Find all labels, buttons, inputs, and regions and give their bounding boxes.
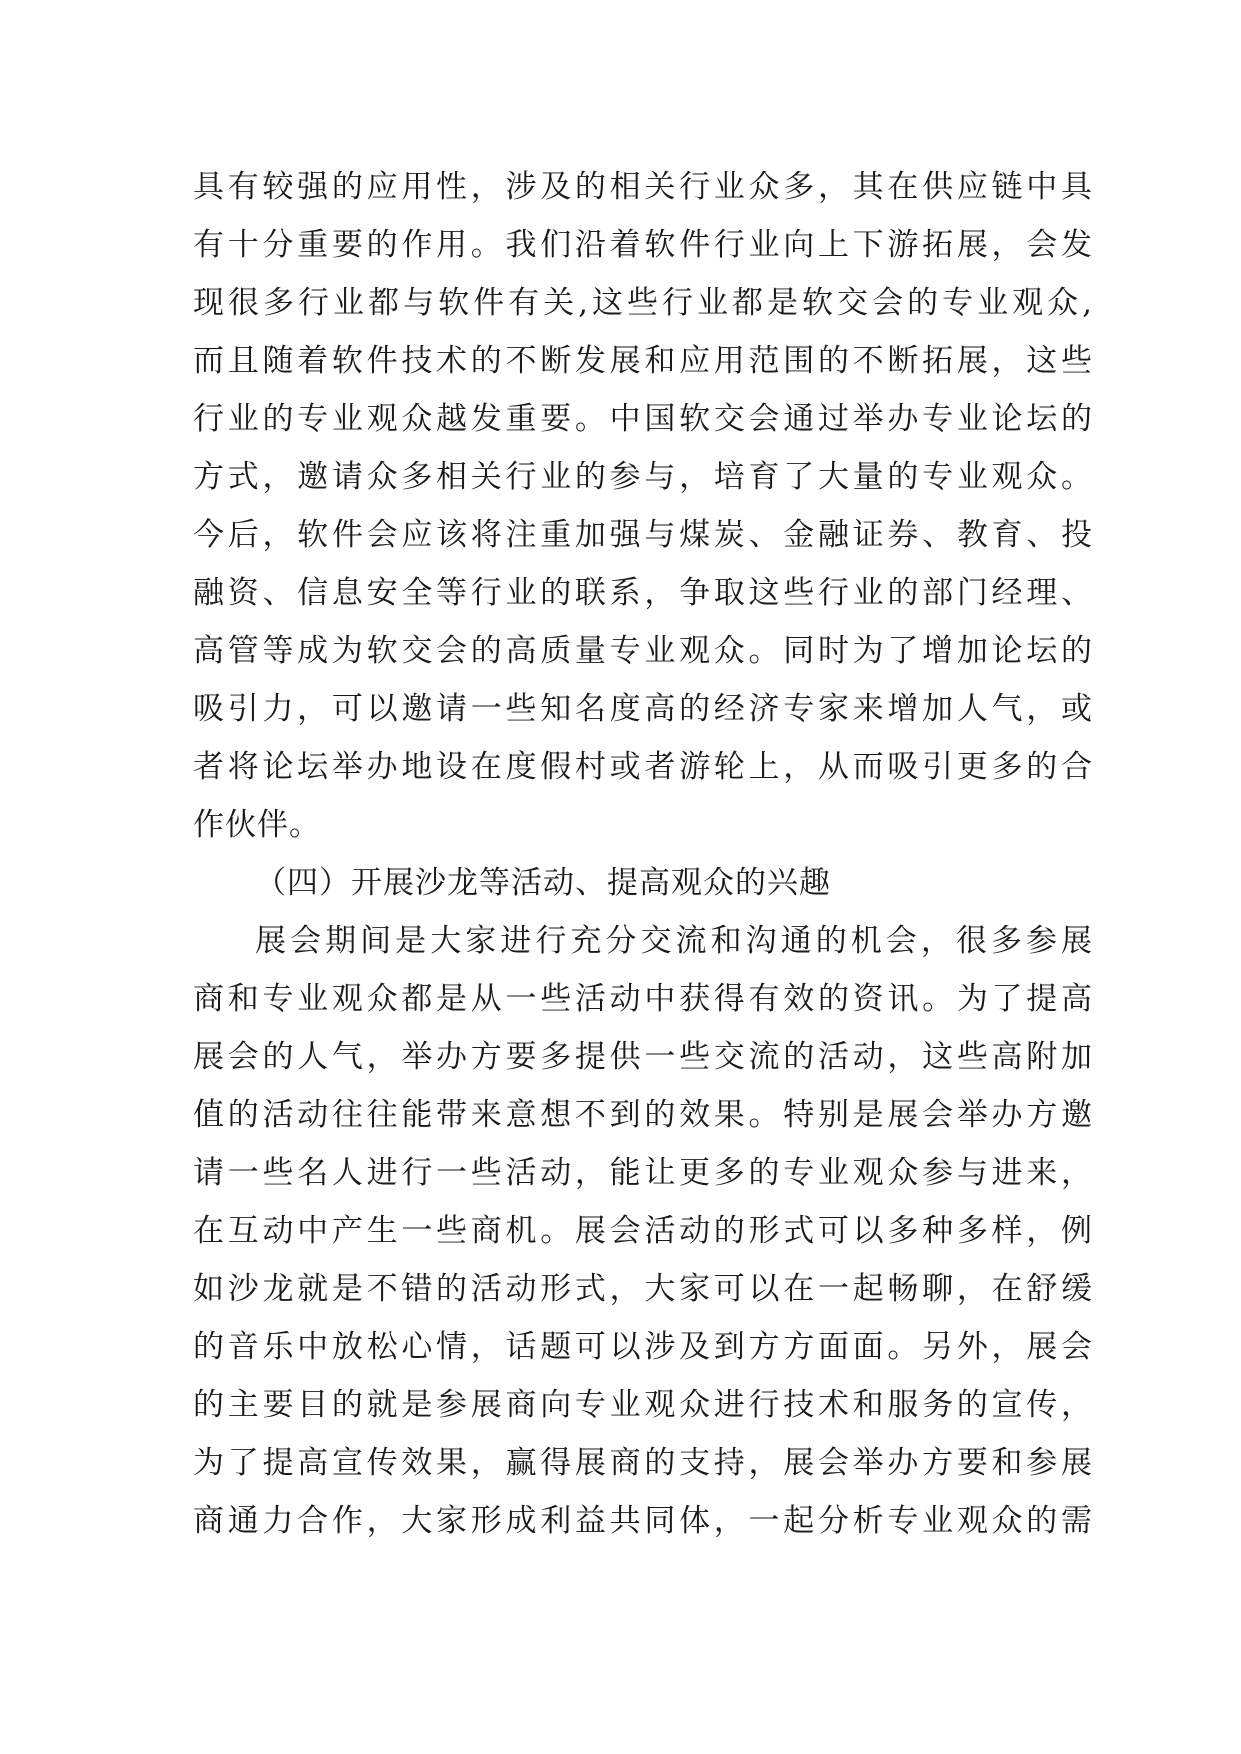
text-line: 方式，邀请众多相关行业的参与，培育了大量的专业观众。 xyxy=(193,459,1093,495)
text-line: 请一些名人进行一些活动，能让更多的专业观众参与进来， xyxy=(193,1155,1093,1191)
body-text xyxy=(193,158,1093,1550)
section-heading: （四）开展沙龙等活动、提高观众的兴趣 xyxy=(255,865,831,901)
paragraph-first-line: 展会期间是大家进行充分交流和沟通的机会，很多参展 xyxy=(255,923,1093,959)
text-line: 为了提高宣传效果，赢得展商的支持，展会举办方要和参展 xyxy=(193,1445,1093,1481)
text-line: 作伙伴。 xyxy=(193,807,321,843)
text-line: 商通力合作，大家形成利益共同体，一起分析专业观众的需 xyxy=(193,1503,1093,1539)
text-line: 展会的人气，举办方要多提供一些交流的活动，这些高附加 xyxy=(193,1039,1093,1075)
text-line: 值的活动往往能带来意想不到的效果。特别是展会举办方邀 xyxy=(193,1097,1093,1133)
text-line: 具有较强的应用性，涉及的相关行业众多，其在供应链中具 xyxy=(193,169,1093,205)
text-line: 吸引力，可以邀请一些知名度高的经济专家来增加人气，或 xyxy=(193,691,1093,727)
text-line: 今后，软件会应该将注重加强与煤炭、金融证券、教育、投 xyxy=(193,517,1093,553)
text-line: 而且随着软件技术的不断发展和应用范围的不断拓展，这些 xyxy=(193,343,1093,379)
text-line: 在互动中产生一些商机。展会活动的形式可以多种多样，例 xyxy=(193,1213,1093,1249)
text-line: 高管等成为软交会的高质量专业观众。同时为了增加论坛的 xyxy=(193,633,1093,669)
text-line: 的主要目的就是参展商向专业观众进行技术和服务的宣传， xyxy=(193,1387,1093,1423)
text-line: 有十分重要的作用。我们沿着软件行业向上下游拓展，会发 xyxy=(193,227,1093,263)
text-line: 融资、信息安全等行业的联系，争取这些行业的部门经理、 xyxy=(193,575,1093,611)
text-line: 者将论坛举办地设在度假村或者游轮上，从而吸引更多的合 xyxy=(193,749,1093,785)
text-line: 现很多行业都与软件有关,这些行业都是软交会的专业观众, xyxy=(193,285,1093,321)
text-line: 如沙龙就是不错的活动形式，大家可以在一起畅聊，在舒缓 xyxy=(193,1271,1093,1307)
text-line: 的音乐中放松心情，话题可以涉及到方方面面。另外，展会 xyxy=(193,1329,1093,1365)
text-line: 行业的专业观众越发重要。中国软交会通过举办专业论坛的 xyxy=(193,401,1093,437)
text-line: 商和专业观众都是从一些活动中获得有效的资讯。为了提高 xyxy=(193,981,1093,1017)
